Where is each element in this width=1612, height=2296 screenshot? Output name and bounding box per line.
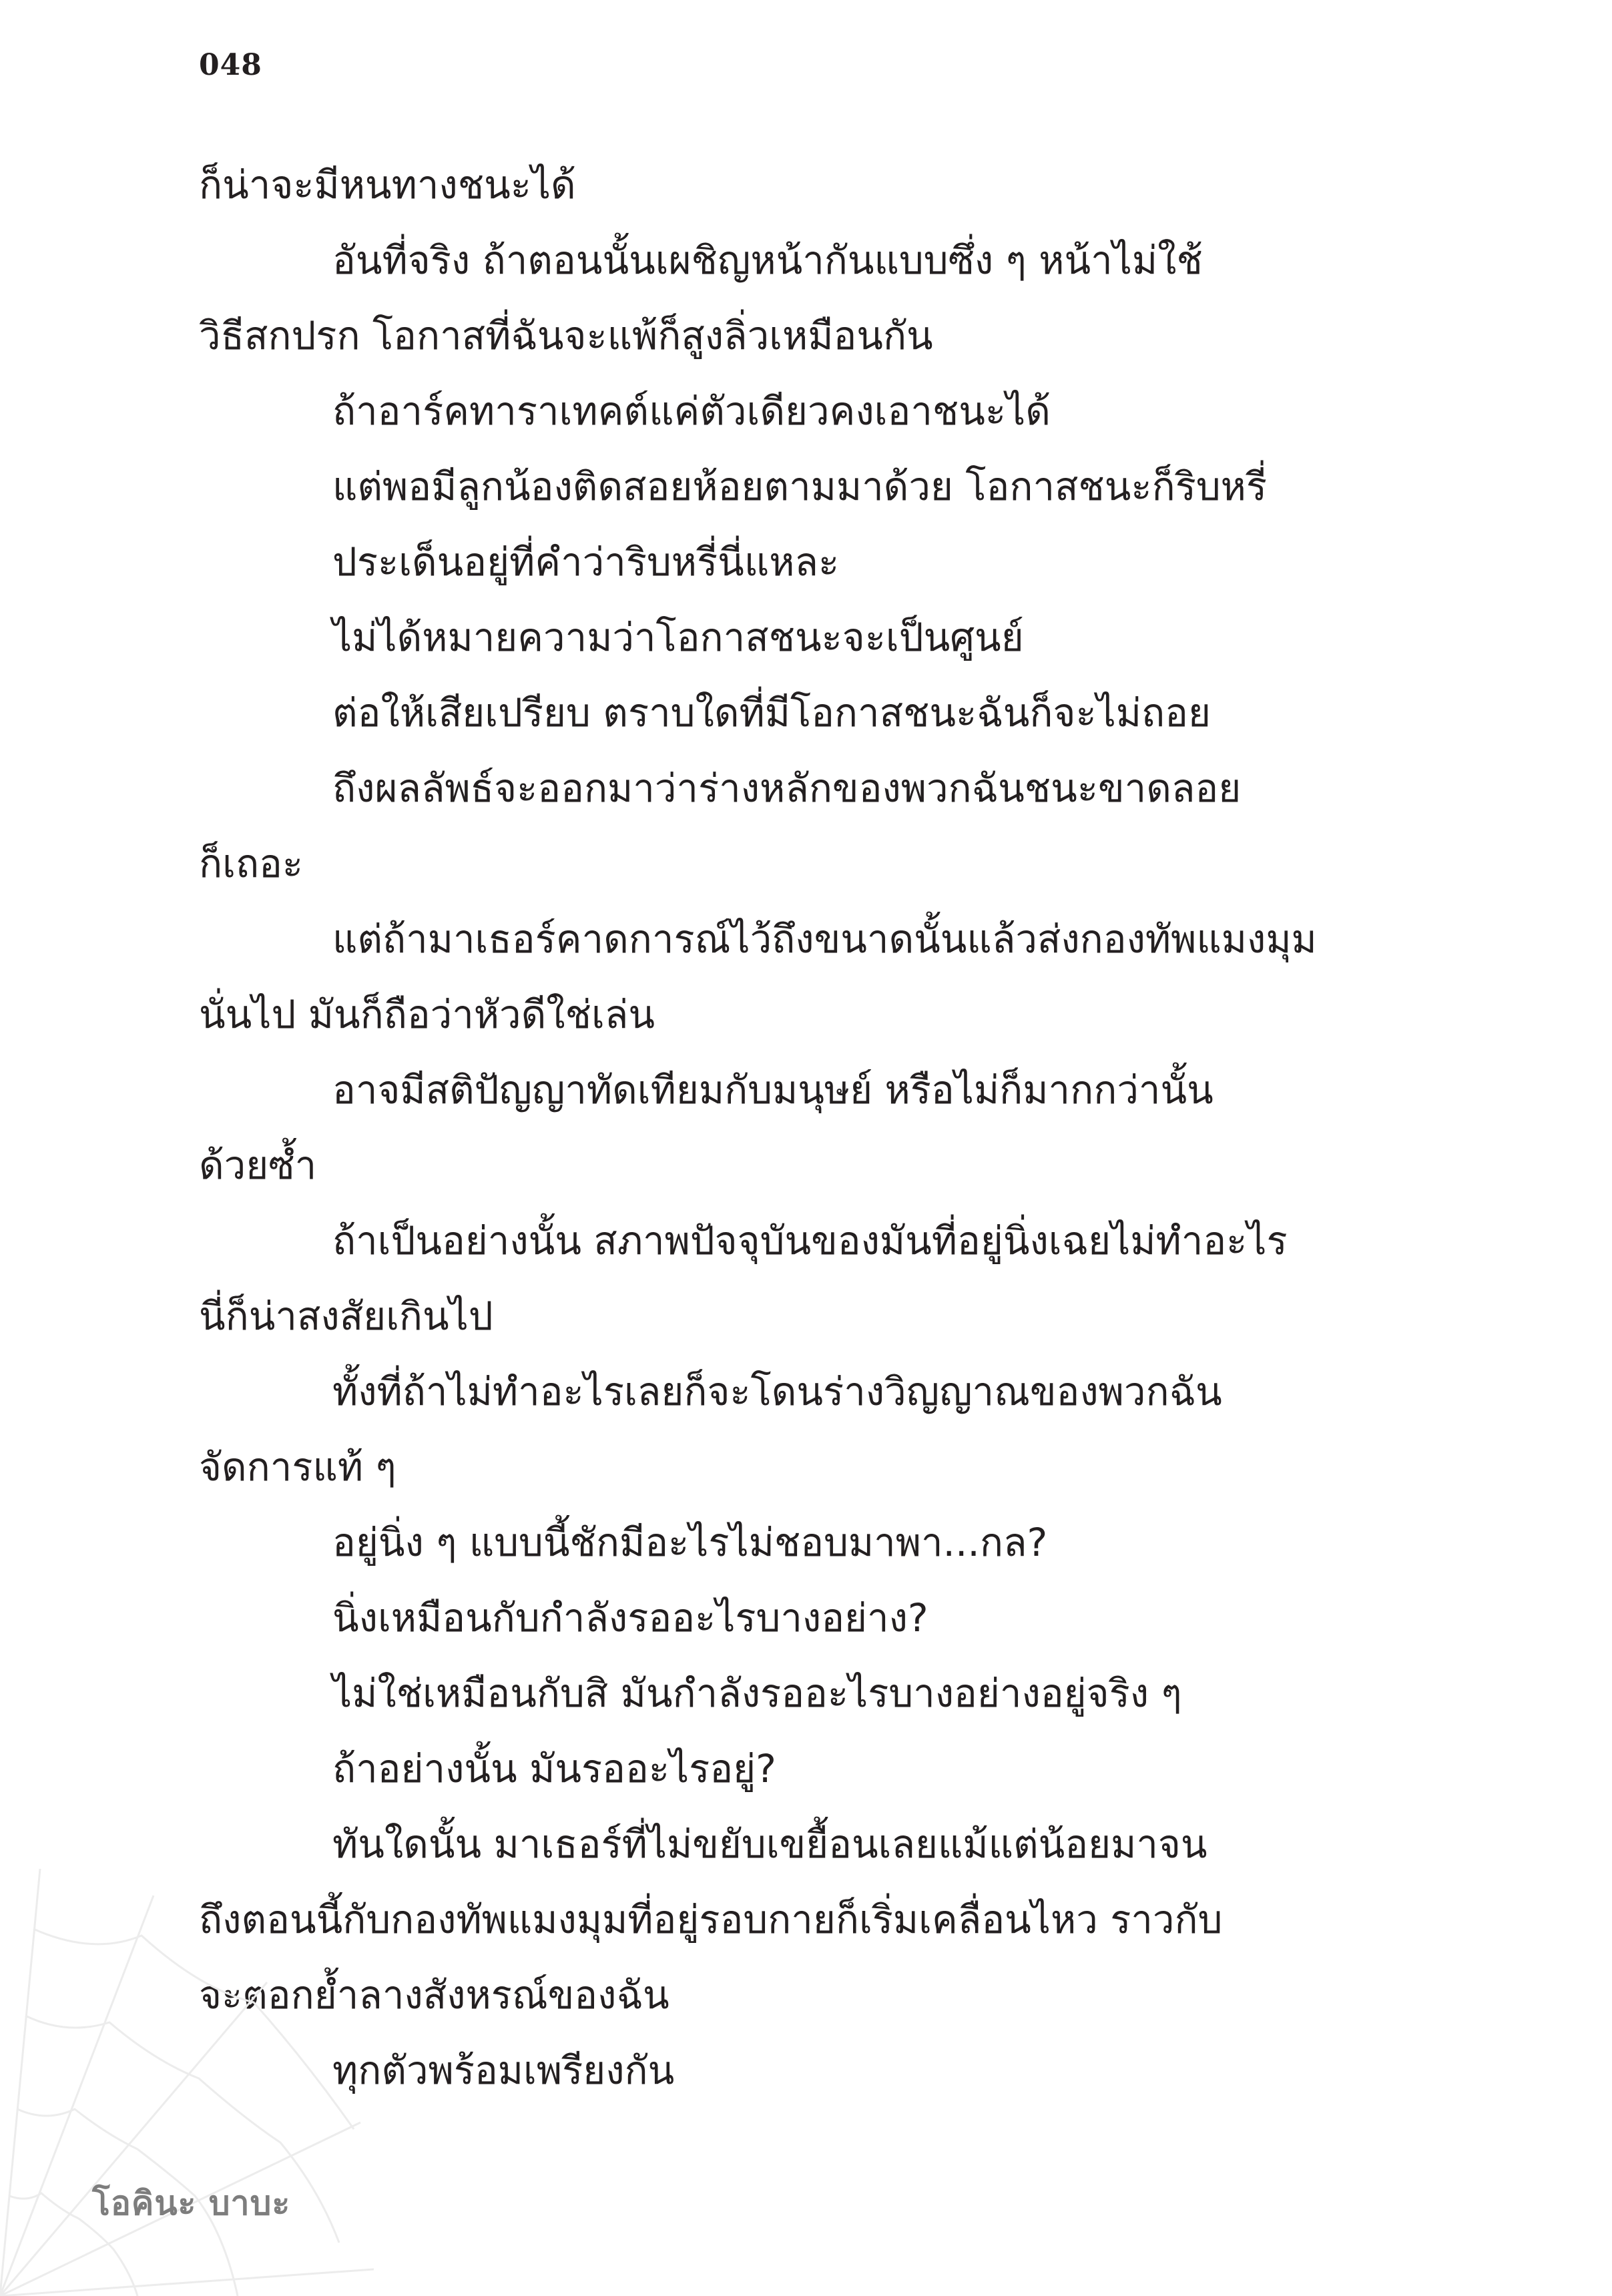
text-line: ทุกตัวพร้อมเพรียงกัน xyxy=(332,2048,675,2093)
text-line: นิ่งเหมือนกับกำลังรออะไรบางอย่าง? xyxy=(332,1595,928,1641)
text-line: ก็เถอะ xyxy=(199,841,304,886)
page-number: 048 xyxy=(199,48,262,82)
text-line: ต่อให้เสียเปรียบ ตราบใดที่มีโอกาสชนะฉันก็จะไม่ถอย xyxy=(332,690,1211,736)
text-line: ถ้าอย่างนั้น มันรออะไรอยู่? xyxy=(332,1746,776,1791)
text-line: ถึงตอนนี้กับกองทัพแมงมุมที่อยู่รอบกายก็เริ่มเคลื่อนไหว ราวกับ xyxy=(199,1897,1223,1942)
text-line: อันที่จริง ถ้าตอนนั้นเผชิญหน้ากันแบบซึ่ง ๆ หน้าไม่ใช้ xyxy=(332,238,1203,283)
text-line: วิธีสกปรก โอกาสที่ฉันจะแพ้ก็สูงลิ่วเหมือนกัน xyxy=(199,313,933,358)
spider-web-decoration xyxy=(0,1869,374,2296)
text-line: ประเด็นอยู่ที่คำว่าริบหรี่นี่แหละ xyxy=(332,539,840,585)
text-line: ไม่ใช่เหมือนกับสิ มันกำลังรออะไรบางอย่างอยู่จริง ๆ xyxy=(332,1671,1182,1716)
text-line: ไม่ได้หมายความว่าโอกาสชนะจะเป็นศูนย์ xyxy=(332,615,1024,660)
text-line: อาจมีสติปัญญาทัดเทียมกับมนุษย์ หรือไม่ก็มากกว่านั้น xyxy=(332,1067,1214,1113)
text-line: ถึงผลลัพธ์จะออกมาว่าร่างหลักของพวกฉันชนะขาดลอย xyxy=(332,766,1242,811)
text-line: ถ้าอาร์คทาราเทคต์แค่ตัวเดียวคงเอาชนะได้ xyxy=(332,388,1051,434)
footer-author: โอคินะ บาบะ xyxy=(92,2184,291,2223)
text-line: นั่นไป มันก็ถือว่าหัวดีใช่เล่น xyxy=(199,992,655,1037)
text-line: ถ้าเป็นอย่างนั้น สภาพปัจจุบันของมันที่อยู่นิ่งเฉยไม่ทำอะไร xyxy=(332,1218,1288,1263)
text-line: ด้วยซ้ำ xyxy=(199,1143,317,1188)
text-line: นี่ก็น่าสงสัยเกินไป xyxy=(199,1294,493,1339)
text-line: ก็น่าจะมีหนทางชนะได้ xyxy=(199,162,576,208)
text-line: จัดการแท้ ๆ xyxy=(199,1444,396,1490)
text-line: อยู่นิ่ง ๆ แบบนี้ชักมีอะไรไม่ชอบมาพา...กล? xyxy=(332,1520,1048,1565)
text-line: แต่พอมีลูกน้องติดสอยห้อยตามมาด้วย โอกาสชนะก็ริบหรี่ xyxy=(332,464,1268,509)
text-line: จะตอกย้ำลางสังหรณ์ของฉัน xyxy=(199,1972,669,2018)
text-line: ทันใดนั้น มาเธอร์ที่ไม่ขยับเขยื้อนเลยแม้แต่น้อยมาจน xyxy=(332,1821,1207,1867)
text-line: แต่ถ้ามาเธอร์คาดการณ์ไว้ถึงขนาดนั้นแล้วส่งกองทัพแมงมุม xyxy=(332,916,1317,962)
text-line: ทั้งที่ถ้าไม่ทำอะไรเลยก็จะโดนร่างวิญญาณของพวกฉัน xyxy=(332,1369,1222,1414)
